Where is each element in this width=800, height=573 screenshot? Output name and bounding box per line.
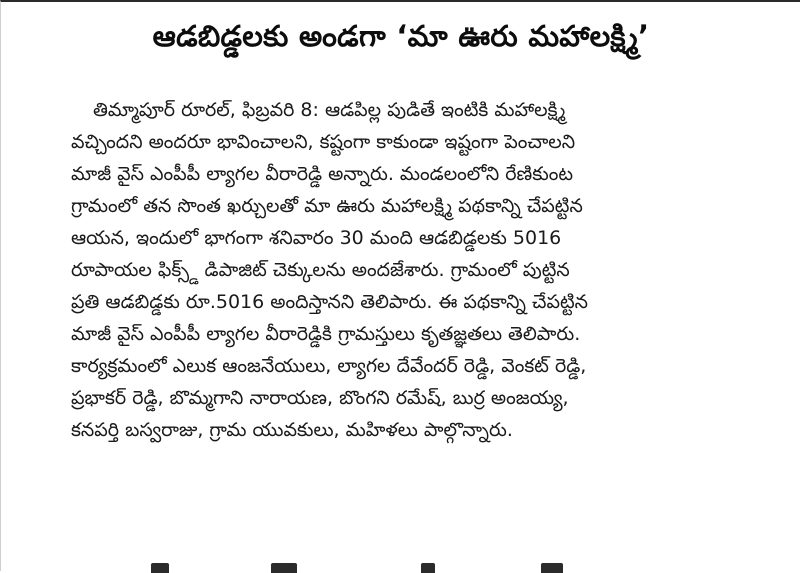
article-line-2: వచ్చిందని అందరూ భావించాలని, కష్టంగా కాకుండా ఇష్టంగా పెంచాలని	[71, 131, 576, 153]
article-line-11: కనపర్తి బస్వరాజు, గ్రామ యువకులు, మహిళలు పాల్గొన్నారు.	[71, 419, 513, 441]
article-line-10: ప్రభాకర్ రెడ్డి, బొమ్మగాని నారాయణ, బొంగని రమేష్, బుర్ర అంజయ్య,	[71, 387, 569, 409]
article-line-5: ఆయన, ఇందులో భాగంగా శనివారం 30 మంది ఆడబిడ్డలకు 5016	[71, 227, 562, 249]
article-line-7: ప్రతి ఆడబిడ్డకు రూ.5016 అందిస్తానని తెలిపారు. ఈ పథకాన్ని చేపట్టిన	[71, 291, 588, 313]
cropped-next-line-fragment	[121, 555, 681, 573]
article-line-1: తిమ్మాపూర్ రూరల్, ఫిబ్రవరి 8: ఆడపిల్ల పుడితే ఇంటికి మహాలక్ష్మి	[93, 99, 566, 121]
article-body	[71, 94, 781, 446]
article-line-6: రూపాయల ఫిక్స్డ్ డిపాజిట్ చెక్కులను అందజేశారు. గ్రామంలో పుట్టిన	[71, 259, 570, 281]
article-headline: ఆడబిడ్డలకు అండగా ‘మా ఊరు మహాలక్ష్మి’	[152, 19, 650, 53]
article-line-3: మాజీ వైస్ ఎంపీపీ ల్యాగల వీరారెడ్డి అన్నారు. మండలంలోని రేణికుంట	[71, 163, 573, 185]
article-line-8: మాజీ వైస్ ఎంపీపీ ల్యాగల వీరారెడ్డికి గ్రామస్తులు కృతజ్ఞతలు తెలిపారు.	[71, 323, 581, 345]
article-line-4: గ్రామంలో తన సొంత ఖర్చులతో మా ఊరు మహాలక్ష్మి పథకాన్ని చేపట్టిన	[71, 195, 583, 217]
article-line-9: కార్యక్రమంలో ఎలుక ఆంజనేయులు, ల్యాగల దేవేందర్ రెడ్డి, వెంకట్ రెడ్డి,	[71, 355, 587, 377]
